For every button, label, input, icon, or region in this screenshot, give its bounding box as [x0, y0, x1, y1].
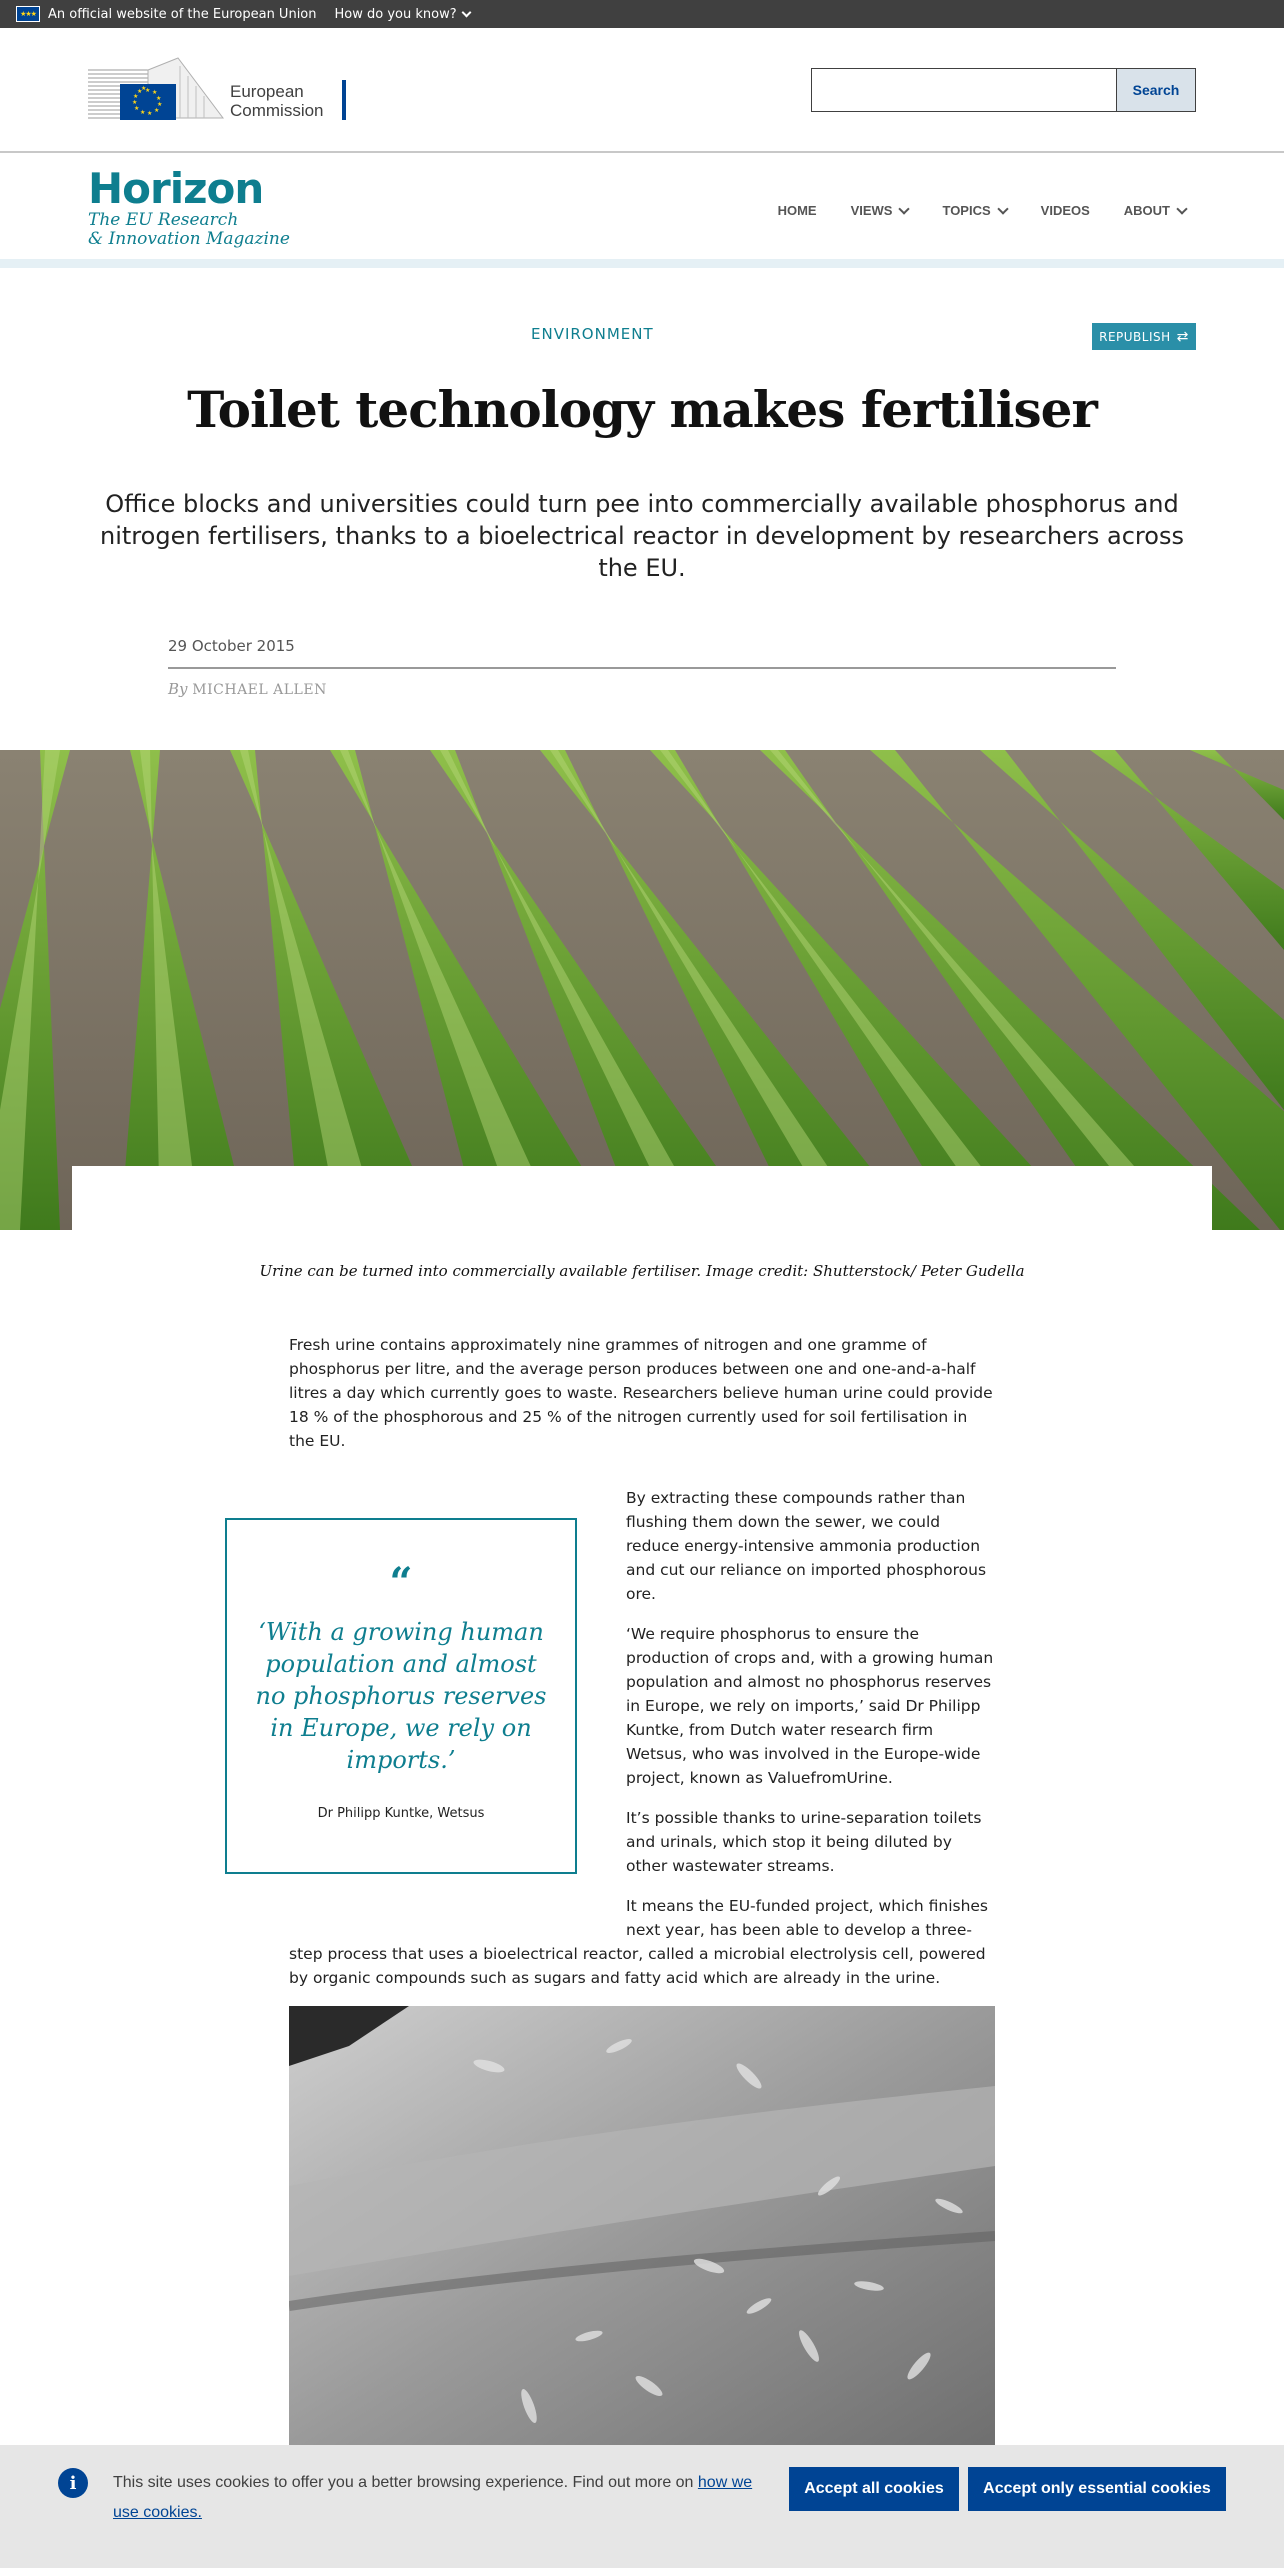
nav-about[interactable] — [1124, 203, 1186, 218]
electron-micrograph-illustration — [289, 2006, 995, 2446]
pull-quote-text: ‘With a growing human population and almost no phosphorus reserves in Europe, we rely on imports.’ — [255, 1618, 547, 1774]
microscope-image — [289, 2006, 995, 2446]
eu-official-text: An official website of the European Union — [48, 6, 317, 22]
nav-views[interactable] — [851, 203, 909, 218]
nav-home-label: HOME — [777, 203, 817, 218]
byline-author[interactable]: MICHAEL ALLEN — [192, 682, 327, 698]
svg-text:★: ★ — [132, 99, 138, 106]
quote-mark-icon: “ — [389, 1559, 413, 1606]
cookie-message — [113, 2468, 763, 2528]
cookie-policy-link[interactable]: how we use cookies. — [113, 2474, 753, 2521]
accept-all-cookies-button[interactable]: Accept all cookies — [789, 2467, 959, 2511]
search-button[interactable]: Search — [1116, 68, 1196, 112]
article-byline — [168, 680, 327, 698]
paragraph-5-start: It means the EU-funded project, which finishes next year, has been able to develop a three- — [626, 1897, 989, 1939]
paragraph-2: By extracting these compounds rather than flushing them down the sewer, we could reduce energy-intensive ammonia production and cut our reliance on imported phosphorous ore. — [626, 1489, 987, 1603]
svg-text:★: ★ — [157, 101, 163, 108]
accept-essential-cookies-button[interactable]: Accept only essential cookies — [968, 2467, 1226, 2511]
chevron-down-icon — [997, 203, 1008, 214]
svg-text:★: ★ — [134, 105, 140, 112]
article-date: 29 October 2015 — [168, 637, 295, 655]
category-link[interactable]: ENVIRONMENT — [531, 325, 654, 343]
nav-views-label: VIEWS — [850, 203, 893, 218]
republish-button[interactable] — [1092, 323, 1196, 350]
paragraph-5-end: step process that uses a bioelectrical reactor, called a microbial electrolysis cell, powered by organic compounds such as sugars and fatty acid which are already in the urine. — [289, 1945, 986, 1987]
article-lede: Office blocks and universities could turn pee into commercially available phosphorus and nitrogen fertilisers, thanks to a bioelectrical reactor in development by researchers across the EU. — [100, 490, 1184, 582]
how-do-you-know-label: How do you know? — [334, 6, 457, 22]
hero-caption: Urine can be turned into commercially available fertiliser. Image credit: Shutterstock/ Peter Gudella — [259, 1262, 1025, 1280]
main-nav — [778, 203, 1186, 218]
chevron-down-icon — [1176, 203, 1187, 214]
nav-videos-label: VIDEOS — [1040, 203, 1090, 218]
ec-logo-graphic — [88, 56, 228, 126]
article-headline: Toilet technology makes fertiliser — [187, 380, 1097, 439]
how-do-you-know-toggle[interactable] — [335, 7, 470, 22]
ec-logo-text — [230, 82, 324, 120]
chevron-down-icon — [461, 7, 471, 17]
nav-topics-label: TOPICS — [942, 203, 991, 218]
svg-text:★: ★ — [133, 93, 139, 100]
nav-home[interactable] — [778, 203, 817, 218]
paragraph-1: Fresh urine contains approximately nine grammes of nitrogen and one gramme of phosphorus per litre, and the average person produces between one and one-and-a-half litres a day which currently goes to waste. Researchers believe human urine could provide 18 % of the phosphorous and 25 % of the nitrogen currently used for soil fertilisation in the EU. — [289, 1336, 993, 1450]
ec-logo[interactable] — [88, 56, 348, 126]
horizon-subtitle-line2: & Innovation Magazine — [88, 229, 290, 249]
horizon-logo[interactable] — [88, 164, 290, 249]
byline-by: By — [168, 680, 188, 698]
eu-flag-icon: ★★★ — [16, 6, 40, 22]
hero-image — [0, 750, 1284, 1230]
horizon-title: Horizon — [88, 164, 264, 213]
nav-topics[interactable] — [942, 203, 1006, 218]
cookie-text: This site uses cookies to offer you a better browsing experience. Find out more on — [113, 2474, 698, 2491]
horizon-header — [0, 155, 1284, 268]
svg-text:★: ★ — [137, 88, 143, 95]
ec-logo-line1: European — [230, 82, 304, 101]
crop-field-illustration — [0, 750, 1284, 1230]
svg-text:★: ★ — [156, 95, 162, 102]
nav-about-label: ABOUT — [1123, 203, 1170, 218]
nav-videos[interactable] — [1041, 203, 1090, 218]
info-icon: i — [58, 2468, 88, 2498]
ec-header — [0, 28, 1284, 153]
pull-quote — [225, 1518, 577, 1874]
pull-quote-attribution: Dr Philipp Kuntke, Wetsus — [317, 1806, 485, 1821]
svg-text:★: ★ — [145, 87, 151, 94]
svg-text:★: ★ — [147, 110, 153, 117]
svg-text:★: ★ — [141, 85, 147, 92]
horizon-subtitle-line1: The EU Research — [88, 210, 239, 230]
republish-label: REPUBLISH — [1099, 329, 1171, 344]
search-input[interactable] — [811, 68, 1116, 112]
svg-text:★: ★ — [152, 89, 158, 96]
byline-divider — [168, 667, 1116, 669]
search-form — [811, 68, 1196, 112]
svg-text:★: ★ — [140, 109, 146, 116]
ec-logo-divider — [342, 80, 346, 120]
hero-caption-panel — [72, 1166, 1212, 1256]
paragraph-4: It’s possible thanks to urine-separation toilets and urinals, which stop it being diluted by other wastewater streams. — [626, 1809, 982, 1875]
ec-logo-line2: Commission — [230, 101, 324, 120]
svg-text:★: ★ — [154, 107, 160, 114]
eu-official-banner — [0, 0, 1284, 28]
republish-icon: ⇄ — [1176, 328, 1189, 345]
paragraph-3: ‘We require phosphorus to ensure the production of crops and, with a growing human population and almost no phosphorus reserves in Europe, we rely on imports,’ said Dr Philipp Kuntke, from Dutch water research firm Wetsus, who was involved in the Europe-wide project, known as ValuefromUrine. — [626, 1625, 994, 1787]
chevron-down-icon — [899, 203, 910, 214]
